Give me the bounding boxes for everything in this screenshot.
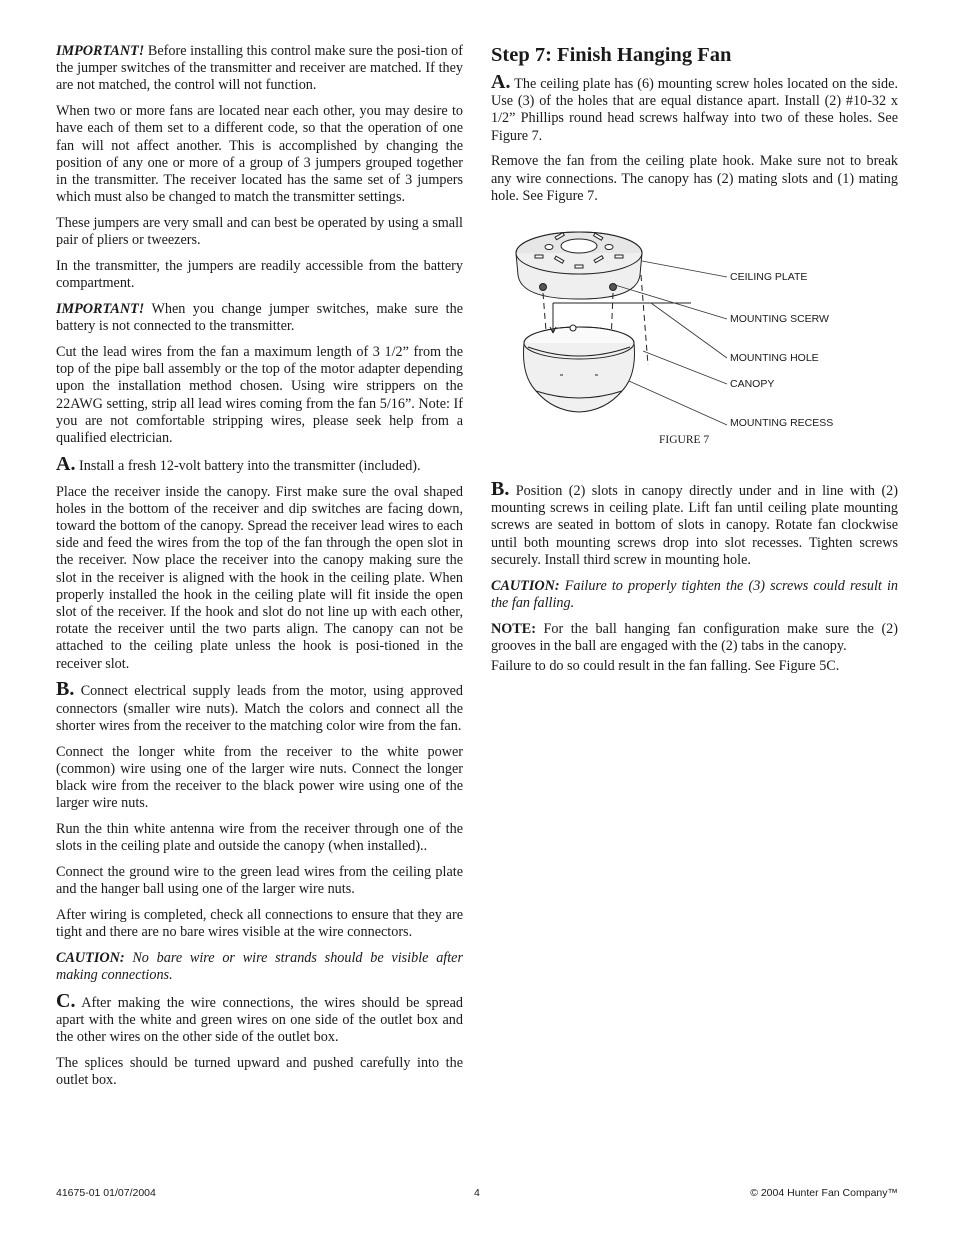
step-letter: A.: [491, 71, 511, 93]
step-letter: B.: [56, 678, 75, 701]
check-connections-paragraph: After wiring is completed, check all connections to ensure that they are tight and there are no bare wires visible at the wire connectors.: [56, 907, 463, 941]
figure-caption: FIGURE 7: [659, 434, 710, 447]
transmitter-jumpers-paragraph: In the transmitter, the jumpers are readily accessible from the battery compartment.: [56, 258, 463, 292]
important-battery-paragraph: IMPORTANT! When you change jumper switches, make sure the battery is not connected to the transmitter.: [56, 301, 463, 335]
place-receiver-paragraph: Place the receiver inside the canopy. First make sure the oval shaped holes in the bottom of the receiver and dip switches are facing down, toward the bottom of the canopy. Spread the receiver lead wires to each side and feed the wires from the top of the fan through the open slot in the receiver. Now place the receiver into the canopy making sure the slot in the receiver is aligned with the hook in the ceiling plate. When properly installed the hook in the ceiling plate will fit inside the open slot of the receiver. If the hook and slot do not line up with each other, rotate the receiver until the two parts align. The canopy can not be attached to the ceiling plate unless the hook is posi-tioned in the receiver slot.: [56, 483, 463, 672]
splices-paragraph: The splices should be turned upward and pushed carefully into the outlet box.: [56, 1055, 463, 1089]
step-letter: B.: [491, 478, 510, 501]
label-mounting-recess: MOUNTING RECESS: [730, 417, 834, 430]
ceiling-plate-canopy-illustration: [491, 215, 898, 467]
step-letter: A.: [56, 452, 76, 475]
label-mounting-hole: MOUNTING HOLE: [730, 352, 819, 365]
caution-screws: CAUTION: Failure to properly tighten the (3) screws could result in the fan falling.: [491, 577, 898, 611]
important-jumper-paragraph: IMPORTANT! Before installing this control make sure the posi-tion of the jumper switches of the transmitter and receiver are matched. If they are not matched, the control will not function.: [56, 43, 463, 94]
step-a-ceiling-plate: A. The ceiling plate has (6) mounting screw holes located on the side. Use (3) of the holes that are equal distance apart. Install (2) #10-32 x 1/2” Phillips round head screws halfway into two of these holes. See Figure 7.: [491, 71, 898, 144]
step-b-connect-leads: B. Connect electrical supply leads from the motor, using approved connectors (smaller wire nuts). Match the colors and connect all the shorter wires from the receiver to the matching color wire from the fan.: [56, 678, 463, 734]
step-letter: C.: [56, 990, 76, 1013]
footer-copyright: © 2004 Hunter Fan Company™: [750, 1187, 898, 1199]
left-column: [56, 43, 463, 1098]
label-ceiling-plate: CEILING PLATE: [730, 271, 808, 284]
jumper-tools-paragraph: These jumpers are very small and can best be operated by using a small pair of pliers or tweezers.: [56, 215, 463, 249]
ground-wire-paragraph: Connect the ground wire to the green lead wires from the ceiling plate and the hanger ball using one of the larger wire nuts.: [56, 864, 463, 898]
failure-warning-paragraph: Failure to do so could result in the fan falling. See Figure 5C.: [491, 658, 840, 675]
step-b-position-slots: B. Position (2) slots in canopy directly under and in line with (2) mounting screws in ceiling plate. Lift fan until ceiling plate mounting screws are seated in bottom of slots in canopy. Rotate fan clockwise until both mounting screws drop into slot recesses. Tighten screws securely. Install third screw in mounting hole.: [491, 478, 898, 568]
step-c-spread-wires: C. After making the wire connections, the wires should be spread apart with the white and green wires on one side of the outlet box and the other wires on the other side of the outlet box.: [56, 990, 463, 1046]
multiple-fans-paragraph: When two or more fans are located near each other, you may desire to have each of them set to a different code, so that the operation of one fan will not affect another. This is accomplished by changing the position of any one or more of a group of 3 jumpers grouped together in the transmitter. The receiver located has the same set of 3 jumpers which must also be changed to match the transmitter settings.: [56, 103, 463, 206]
label-canopy: CANOPY: [730, 378, 775, 391]
step-a-battery: A. Install a fresh 12-volt battery into the transmitter (included).: [56, 452, 421, 475]
caution-label: CAUTION:: [491, 577, 560, 594]
label-mounting-screw: MOUNTING SCERW: [730, 313, 829, 326]
cut-lead-wires-paragraph: Cut the lead wires from the fan a maximum length of 3 1/2” from the top of the pipe ball assembly or the top of the motor adapter depending upon the installation method chosen. Using wire strippers on the 22AWG setting, strip all lead wires coming from the fan 5/16”. Note: If you are not comfortable stripping wires, please seek help from a qualified electrician.: [56, 344, 463, 447]
important-label: IMPORTANT!: [56, 43, 145, 59]
note-label: NOTE:: [491, 620, 536, 637]
section-heading: Step 7: Finish Hanging Fan: [491, 44, 732, 66]
figure-7: [491, 215, 898, 467]
important-label: IMPORTANT!: [56, 301, 145, 318]
white-black-wires-paragraph: Connect the longer white from the receiver to the white power (common) wire using one of the larger wire nuts. Connect the longer black wire from the receiver to the black power wire using one of the larger wire nuts.: [56, 743, 463, 812]
footer-page-number: 4: [474, 1187, 480, 1199]
remove-fan-paragraph: Remove the fan from the ceiling plate hook. Make sure not to break any wire connections. The canopy has (2) mating slots and (1) mating hole. See Figure 7.: [491, 153, 898, 204]
caution-label: CAUTION:: [56, 950, 125, 967]
caution-bare-wire: CAUTION: No bare wire or wire strands should be visible after making connections.: [56, 950, 463, 984]
footer-doc-id: 41675-01 01/07/2004: [56, 1187, 156, 1199]
note-ball-hanging: NOTE: For the ball hanging fan configuration make sure the (2) grooves in the ball are engaged with the (2) tabs in the canopy.: [491, 620, 898, 654]
antenna-wire-paragraph: Run the thin white antenna wire from the receiver through one of the slots in the ceiling plate and outside the canopy (when installed)..: [56, 821, 463, 855]
right-column: [491, 43, 898, 684]
